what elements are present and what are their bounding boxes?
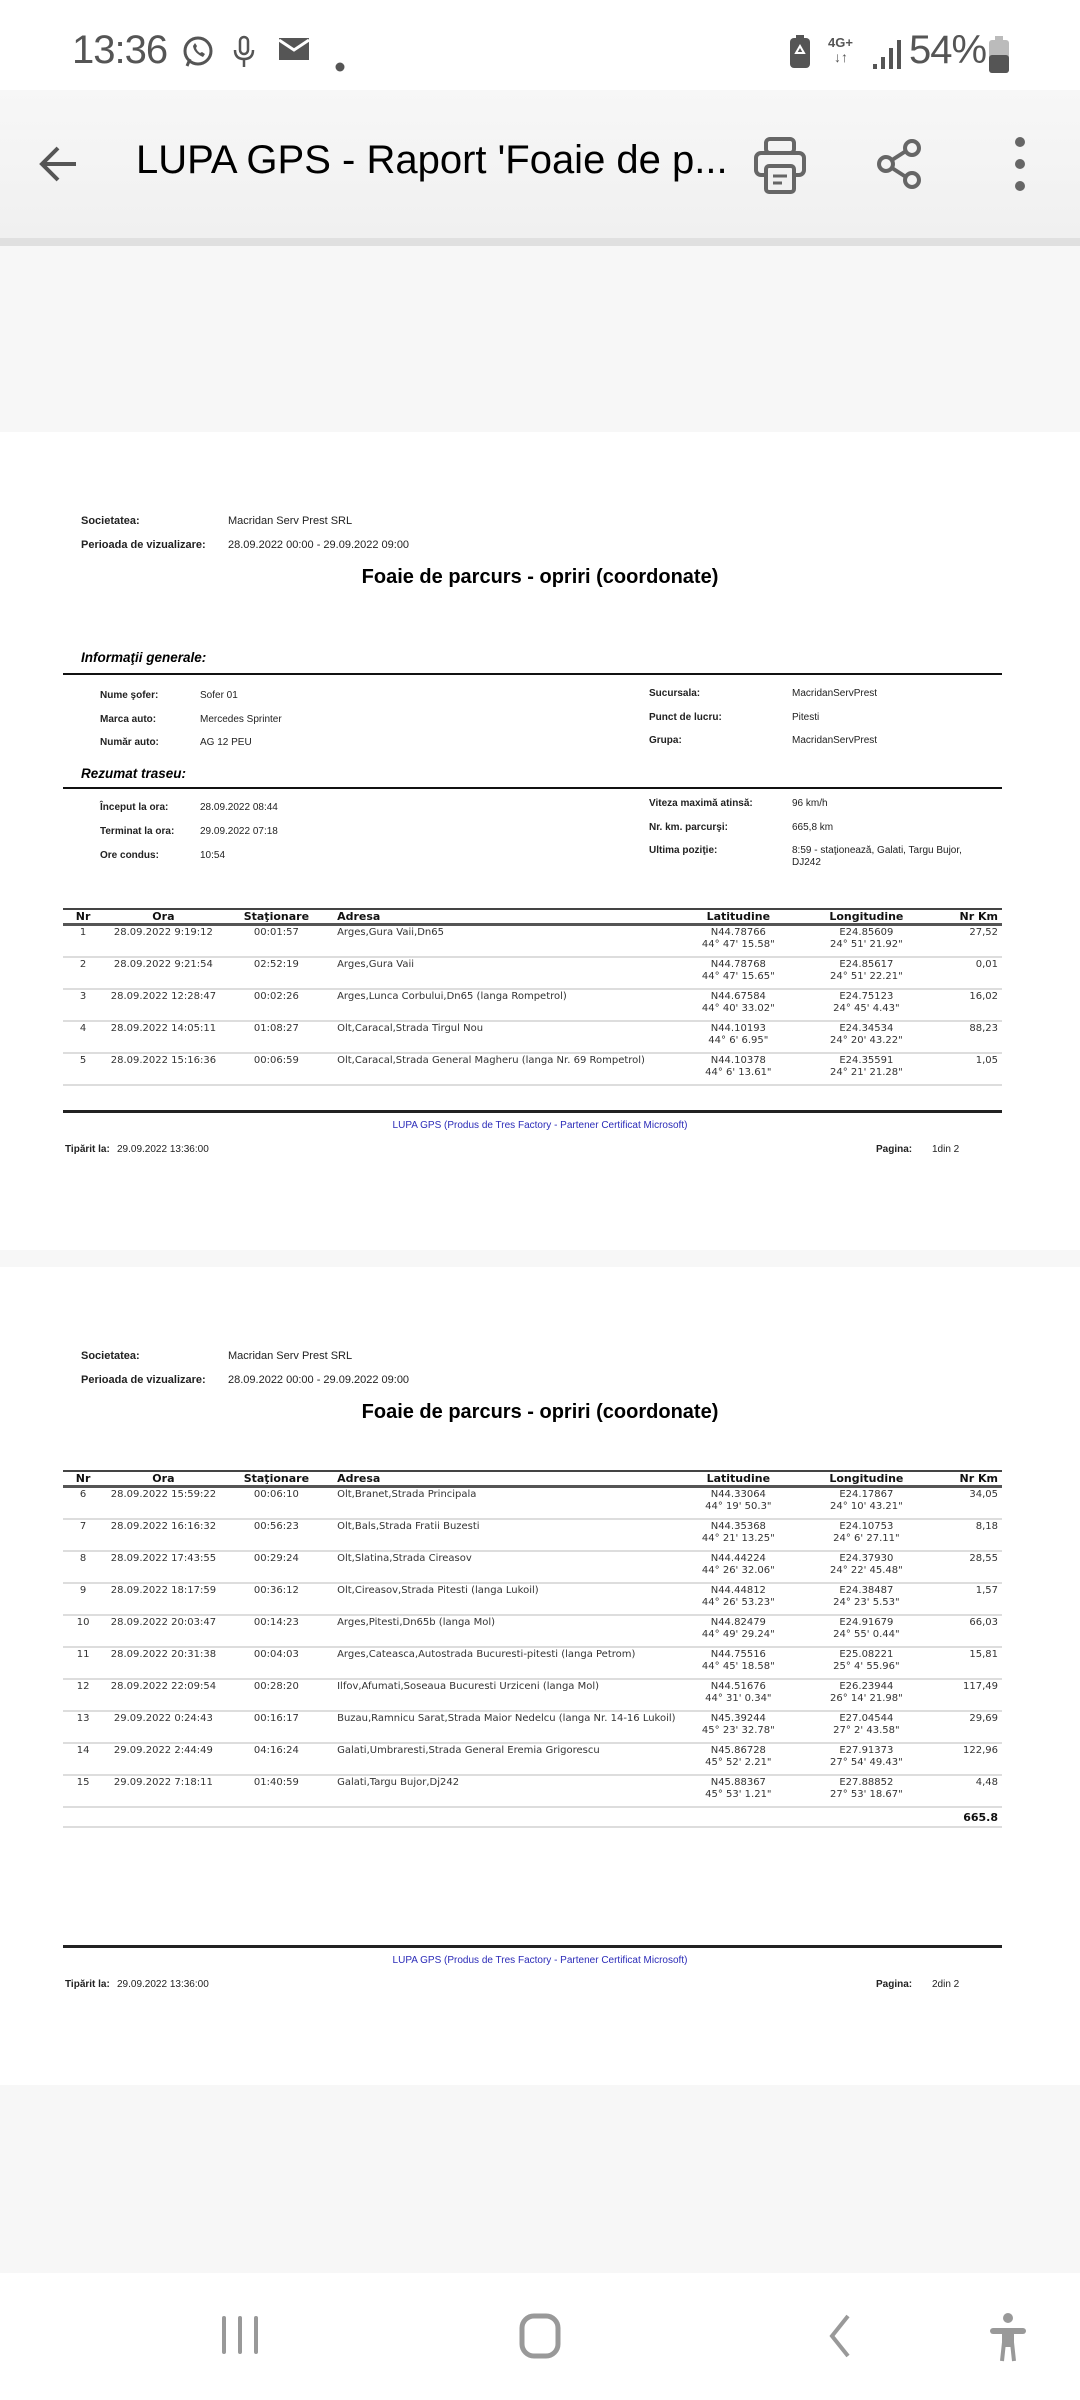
cell-ora: 28.09.2022 20:03:47	[103, 1615, 224, 1647]
cell-adresa: Arges,Lunca Corbului,Dn65 (langa Rompetrol)	[329, 989, 675, 1021]
cell-latitudine-dms: 44° 6' 6.95"	[708, 1034, 769, 1046]
company-value: Macridan Serv Prest SRL	[228, 1350, 353, 1362]
driving-hours-label: Ore condus:	[100, 850, 159, 861]
driving-hours-value: 10:54	[200, 850, 226, 861]
app-bar-title: LUPA GPS - Raport 'Foaie de p...	[136, 138, 728, 182]
cell-nr-km: 122,96	[932, 1743, 1002, 1775]
col-ora: Ora	[103, 1471, 224, 1487]
app-bar	[0, 90, 1080, 238]
cell-latitudine-dms: 44° 31' 0.34"	[705, 1692, 772, 1704]
cell-longitudine-decimal: E27.91373	[839, 1744, 894, 1756]
col-latitudine: Latitudine	[676, 909, 802, 925]
back-arrow-icon[interactable]	[36, 140, 84, 193]
battery-icon	[988, 36, 1010, 80]
cell-nr: 4	[63, 1021, 103, 1053]
cell-nr-km: 34,05	[932, 1487, 1002, 1519]
cell-longitudine	[801, 1519, 932, 1551]
cell-longitudine-dms: 24° 20' 43.22"	[829, 1034, 903, 1046]
cell-nr-km: 1,57	[932, 1583, 1002, 1615]
cell-longitudine-decimal: E27.04544	[839, 1712, 894, 1724]
cell-nr: 9	[63, 1583, 103, 1615]
cell-nr: 5	[63, 1053, 103, 1085]
cell-longitudine	[801, 1053, 932, 1085]
col-stationare: Staţionare	[224, 909, 329, 925]
cell-stationare: 00:06:59	[224, 1053, 329, 1085]
cell-latitudine-dms: 44° 45' 18.58"	[701, 1660, 775, 1672]
cell-longitudine-decimal: E24.85617	[839, 958, 894, 970]
back-icon[interactable]	[824, 2313, 854, 2364]
cell-longitudine-decimal: E27.88852	[839, 1776, 894, 1788]
cell-adresa: Arges,Gura Vaii	[329, 957, 675, 989]
col-nr: Nr	[63, 909, 103, 925]
table-row	[63, 1583, 1002, 1615]
end-label: Terminat la ora:	[100, 826, 175, 837]
table-row	[63, 925, 1002, 957]
cell-longitudine-decimal: E24.91679	[839, 1616, 894, 1628]
max-speed-value: 96 km/h	[792, 798, 828, 809]
col-stationare: Staţionare	[224, 1471, 329, 1487]
workpoint-value: Pitesti	[792, 712, 820, 723]
recent-apps-icon[interactable]	[218, 2313, 262, 2362]
col-adresa: Adresa	[329, 909, 675, 925]
cell-longitudine-decimal: E24.34534	[839, 1022, 894, 1034]
cell-ora: 28.09.2022 16:16:32	[103, 1519, 224, 1551]
company-label: Societatea:	[81, 1350, 140, 1362]
cell-longitudine	[801, 1743, 932, 1775]
cell-stationare: 02:52:19	[224, 957, 329, 989]
status-time: 13:36	[72, 28, 168, 72]
navigation-bar	[0, 2273, 1080, 2400]
accessibility-icon[interactable]	[988, 2313, 1028, 2368]
app-bar-divider	[0, 238, 1080, 246]
cell-adresa: Arges,Gura Vaii,Dn65	[329, 925, 675, 957]
period-label: Perioada de vizualizare:	[81, 539, 206, 551]
cell-longitudine-decimal: E24.17867	[839, 1489, 894, 1500]
battery-percent: 54%	[909, 28, 987, 72]
cell-latitudine	[676, 1021, 802, 1053]
cell-longitudine	[801, 1647, 932, 1679]
printed-label: Tipărit la:	[65, 1144, 110, 1155]
cell-adresa: Olt,Caracal,Strada General Magheru (langa Nr. 69 Rompetrol)	[329, 1053, 675, 1085]
cell-latitudine-decimal: N44.10193	[710, 1022, 766, 1034]
cell-nr: 13	[63, 1711, 103, 1743]
cell-stationare: 00:28:20	[224, 1679, 329, 1711]
cell-nr-km: 0,01	[932, 957, 1002, 989]
total-row	[63, 1807, 1002, 1827]
cell-latitudine-dms: 44° 47' 15.65"	[701, 970, 775, 982]
cell-stationare: 04:16:24	[224, 1743, 329, 1775]
col-nr-km: Nr Km	[932, 1471, 1002, 1487]
cell-longitudine-dms: 26° 14' 21.98"	[829, 1692, 903, 1704]
cell-nr: 10	[63, 1615, 103, 1647]
footer-brand: LUPA GPS (Produs de Tres Factory - Partener Certificat Microsoft)	[392, 1120, 688, 1131]
cell-adresa: Olt,Caracal,Strada Tirgul Nou	[329, 1021, 675, 1053]
cell-nr-km: 28,55	[932, 1551, 1002, 1583]
cell-longitudine-dms: 27° 2' 43.58"	[833, 1724, 900, 1736]
cell-longitudine-decimal: E24.85609	[839, 927, 894, 938]
cell-longitudine-decimal: E26.23944	[839, 1680, 894, 1692]
status-bar	[0, 0, 1080, 90]
cell-longitudine-decimal: E24.37930	[839, 1552, 894, 1564]
cell-nr-km: 66,03	[932, 1615, 1002, 1647]
cell-nr-km: 27,52	[932, 925, 1002, 957]
workpoint-label: Punct de lucru:	[649, 712, 722, 723]
cell-nr: 11	[63, 1647, 103, 1679]
last-position-value: 8:59 - staţionează, Galati, Targu Bujor,	[792, 845, 962, 856]
cell-latitudine-dms: 45° 53' 1.21"	[705, 1788, 772, 1800]
last-position-value-line2: DJ242	[792, 857, 821, 868]
cell-latitudine-decimal: N45.39244	[710, 1712, 766, 1724]
start-label: Început la ora:	[100, 802, 169, 813]
cell-longitudine-decimal: E24.38487	[839, 1584, 894, 1596]
table-body	[63, 1487, 1002, 1807]
plate-value: AG 12 PEU	[200, 737, 252, 748]
cell-adresa: Arges,Pitesti,Dn65b (langa Mol)	[329, 1615, 675, 1647]
car-brand-label: Marca auto:	[100, 714, 157, 725]
table-row	[63, 1519, 1002, 1551]
cell-longitudine-dms: 24° 23' 5.53"	[833, 1596, 900, 1608]
cell-ora: 28.09.2022 18:17:59	[103, 1583, 224, 1615]
data-arrows-icon: ↓↑	[834, 49, 848, 65]
table-header-row	[63, 1471, 1002, 1487]
end-value: 29.09.2022 07:18	[200, 826, 278, 837]
total-km: 665.8	[932, 1807, 1002, 1827]
col-ora: Ora	[103, 909, 224, 925]
cell-adresa: Arges,Cateasca,Autostrada Bucuresti-pitesti (langa Petrom)	[329, 1647, 675, 1679]
cell-longitudine	[801, 1615, 932, 1647]
cell-adresa: Olt,Cireasov,Strada Pitesti (langa Lukoil)	[329, 1583, 675, 1615]
cell-nr-km: 4,48	[932, 1775, 1002, 1807]
table-row	[63, 1743, 1002, 1775]
cell-ora: 29.09.2022 0:24:43	[103, 1711, 224, 1743]
cell-longitudine-dms: 24° 22' 45.48"	[829, 1564, 903, 1576]
table-row	[63, 989, 1002, 1021]
km-traveled-value: 665,8 km	[792, 822, 834, 833]
period-value: 28.09.2022 00:00 - 29.09.2022 09:00	[228, 539, 410, 551]
cell-nr-km: 88,23	[932, 1021, 1002, 1053]
cell-nr-km: 29,69	[932, 1711, 1002, 1743]
page-label: Pagina:	[876, 1979, 913, 1990]
cell-nr-km: 8,18	[932, 1519, 1002, 1551]
cell-nr: 6	[63, 1487, 103, 1519]
cell-adresa: Galati,Targu Bujor,Dj242	[329, 1775, 675, 1807]
cell-ora: 28.09.2022 15:59:22	[103, 1487, 224, 1519]
cell-longitudine-dms: 27° 54' 49.43"	[829, 1756, 903, 1768]
report-page-1	[0, 432, 1080, 1250]
cell-stationare: 00:02:26	[224, 989, 329, 1021]
cell-latitudine-decimal: N45.86728	[710, 1744, 766, 1756]
cell-longitudine	[801, 1679, 932, 1711]
cell-stationare: 00:56:23	[224, 1519, 329, 1551]
printed-value: 29.09.2022 13:36:00	[117, 1144, 209, 1155]
printed-label: Tipărit la:	[65, 1979, 110, 1990]
cell-ora: 29.09.2022 2:44:49	[103, 1743, 224, 1775]
footer-divider	[63, 1945, 1002, 1948]
table-body	[63, 925, 1002, 1085]
table-row	[63, 1775, 1002, 1807]
cell-latitudine	[676, 957, 802, 989]
divider	[63, 787, 1002, 789]
table-row	[63, 1551, 1002, 1583]
col-nr: Nr	[63, 1471, 103, 1487]
page-label: Pagina:	[876, 1144, 913, 1155]
cell-stationare: 00:14:23	[224, 1615, 329, 1647]
cell-latitudine	[676, 989, 802, 1021]
cell-latitudine-decimal: N44.44224	[710, 1552, 766, 1564]
cell-ora: 28.09.2022 9:21:54	[103, 957, 224, 989]
cell-adresa: Ilfov,Afumati,Soseaua Bucuresti Urziceni (langa Mol)	[329, 1679, 675, 1711]
cell-longitudine	[801, 1711, 932, 1743]
cell-nr: 14	[63, 1743, 103, 1775]
cell-latitudine-dms: 44° 21' 13.25"	[701, 1532, 775, 1544]
cell-latitudine	[676, 1583, 802, 1615]
cell-latitudine-dms: 45° 52' 2.21"	[705, 1756, 772, 1768]
group-label: Grupa:	[649, 735, 682, 746]
cell-nr: 8	[63, 1551, 103, 1583]
cell-latitudine-decimal: N45.88367	[710, 1776, 766, 1788]
cell-adresa: Buzau,Ramnicu Sarat,Strada Maior Nedelcu (langa Nr. 14-16 Lukoil)	[329, 1711, 675, 1743]
cell-ora: 28.09.2022 15:16:36	[103, 1053, 224, 1085]
cell-longitudine-dms: 24° 55' 0.44"	[833, 1628, 900, 1640]
table-row	[63, 1679, 1002, 1711]
cell-stationare: 00:29:24	[224, 1551, 329, 1583]
cell-nr: 3	[63, 989, 103, 1021]
company-label: Societatea:	[81, 515, 140, 527]
col-longitudine: Longitudine	[801, 1471, 932, 1487]
cell-longitudine-decimal: E24.10753	[839, 1520, 894, 1532]
table-row	[63, 1021, 1002, 1053]
cell-longitudine-dms: 24° 51' 21.92"	[829, 939, 903, 950]
cell-latitudine-decimal: N44.82479	[710, 1616, 766, 1628]
driver-label: Nume şofer:	[100, 690, 159, 701]
page-number: 1din 2	[932, 1144, 960, 1155]
cell-latitudine	[676, 1775, 802, 1807]
route-summary-title: Rezumat traseu:	[81, 766, 187, 781]
cell-latitudine-dms: 44° 26' 32.06"	[701, 1564, 775, 1576]
cell-latitudine	[676, 1647, 802, 1679]
print-icon[interactable]	[752, 136, 808, 199]
cell-adresa: Galati,Umbraresti,Strada General Eremia Grigorescu	[329, 1743, 675, 1775]
report-title: Foaie de parcurs - opriri (coordonate)	[361, 566, 719, 588]
mail-icon	[278, 34, 310, 70]
cell-latitudine	[676, 1053, 802, 1085]
home-icon[interactable]	[518, 2313, 562, 2364]
microphone-icon	[232, 34, 256, 76]
cell-latitudine	[676, 1519, 802, 1551]
last-position-label: Ultima poziţie:	[649, 845, 718, 856]
cell-longitudine-dms: 24° 6' 27.11"	[833, 1532, 900, 1544]
divider	[63, 673, 1002, 675]
cell-longitudine-decimal: E24.35591	[839, 1054, 894, 1066]
total-spacer	[63, 1807, 932, 1827]
cell-latitudine	[676, 925, 802, 957]
cell-longitudine-dms: 25° 4' 55.96"	[833, 1660, 900, 1672]
printed-value: 29.09.2022 13:36:00	[117, 1979, 209, 1990]
cell-ora: 28.09.2022 9:19:12	[103, 925, 224, 957]
cell-latitudine-decimal: N44.51676	[710, 1680, 766, 1692]
report-page-2	[0, 1267, 1080, 2085]
cell-latitudine	[676, 1551, 802, 1583]
km-traveled-label: Nr. km. parcurşi:	[649, 822, 728, 833]
cell-nr: 12	[63, 1679, 103, 1711]
cell-adresa: Olt,Bals,Strada Fratii Buzesti	[329, 1519, 675, 1551]
cell-nr: 1	[63, 925, 103, 957]
cell-longitudine-dms: 24° 51' 22.21"	[829, 970, 903, 982]
cell-latitudine-dms: 44° 49' 29.24"	[701, 1628, 775, 1640]
cell-nr-km: 1,05	[932, 1053, 1002, 1085]
cell-latitudine-dms: 44° 47' 15.58"	[701, 939, 775, 950]
company-value: Macridan Serv Prest SRL	[228, 515, 353, 527]
col-longitudine: Longitudine	[801, 909, 932, 925]
cell-latitudine-dms: 44° 26' 53.23"	[701, 1596, 775, 1608]
cell-latitudine	[676, 1487, 802, 1519]
car-brand-value: Mercedes Sprinter	[200, 714, 282, 725]
cell-adresa: Olt,Branet,Strada Principala	[329, 1487, 675, 1519]
branch-label: Sucursala:	[649, 688, 701, 699]
col-nr-km: Nr Km	[932, 909, 1002, 925]
cell-longitudine-dms: 24° 10' 43.21"	[829, 1501, 903, 1512]
period-label: Perioada de vizualizare:	[81, 1374, 206, 1386]
cell-latitudine-decimal: N44.44812	[710, 1584, 766, 1596]
cell-ora: 29.09.2022 7:18:11	[103, 1775, 224, 1807]
cell-longitudine	[801, 957, 932, 989]
more-options-icon[interactable]	[1010, 136, 1030, 197]
max-speed-label: Viteza maximă atinsă:	[649, 798, 753, 809]
period-value: 28.09.2022 00:00 - 29.09.2022 09:00	[228, 1374, 410, 1386]
stops-table-page-1	[63, 908, 1002, 1086]
cell-stationare: 00:06:10	[224, 1487, 329, 1519]
whatsapp-icon	[180, 34, 216, 76]
cell-nr-km: 16,02	[932, 989, 1002, 1021]
network-type: 4G+	[828, 35, 853, 50]
plate-label: Număr auto:	[100, 737, 159, 748]
table-row	[63, 1615, 1002, 1647]
battery-saver-icon	[788, 34, 812, 76]
cell-latitudine-dms: 44° 40' 33.02"	[701, 1002, 775, 1014]
cell-longitudine	[801, 1021, 932, 1053]
cell-nr: 15	[63, 1775, 103, 1807]
driver-value: Sofer 01	[200, 690, 238, 701]
branch-value: MacridanServPrest	[792, 688, 878, 699]
cell-stationare: 01:08:27	[224, 1021, 329, 1053]
cell-latitudine-decimal: N44.78766	[710, 927, 766, 938]
notification-dot-icon	[335, 48, 345, 78]
cell-latitudine	[676, 1743, 802, 1775]
cell-ora: 28.09.2022 20:31:38	[103, 1647, 224, 1679]
cell-latitudine-decimal: N44.10378	[710, 1054, 766, 1066]
cell-longitudine-decimal: E24.75123	[839, 990, 894, 1002]
cell-longitudine	[801, 1551, 932, 1583]
start-value: 28.09.2022 08:44	[200, 802, 278, 813]
share-icon[interactable]	[874, 138, 926, 195]
cell-nr-km: 15,81	[932, 1647, 1002, 1679]
cell-nr-km: 117,49	[932, 1679, 1002, 1711]
cell-stationare: 00:16:17	[224, 1711, 329, 1743]
general-info-title: Informaţii generale:	[81, 650, 207, 665]
cell-nr: 7	[63, 1519, 103, 1551]
cell-latitudine-decimal: N44.33064	[710, 1489, 766, 1500]
cell-longitudine	[801, 1583, 932, 1615]
cell-ora: 28.09.2022 12:28:47	[103, 989, 224, 1021]
table-row	[63, 1711, 1002, 1743]
signal-icon	[872, 38, 904, 76]
cell-latitudine	[676, 1615, 802, 1647]
cell-ora: 28.09.2022 17:43:55	[103, 1551, 224, 1583]
cell-latitudine	[676, 1711, 802, 1743]
cell-stationare: 01:40:59	[224, 1775, 329, 1807]
cell-latitudine-dms: 45° 23' 32.78"	[701, 1724, 775, 1736]
table-row	[63, 957, 1002, 989]
cell-nr: 2	[63, 957, 103, 989]
stops-table-page-2	[63, 1470, 1002, 1828]
cell-latitudine-decimal: N44.35368	[710, 1520, 766, 1532]
cell-ora: 28.09.2022 22:09:54	[103, 1679, 224, 1711]
cell-latitudine-decimal: N44.67584	[710, 990, 766, 1002]
report-title: Foaie de parcurs - opriri (coordonate)	[361, 1401, 719, 1423]
cell-stationare: 00:01:57	[224, 925, 329, 957]
col-adresa: Adresa	[329, 1471, 675, 1487]
cell-longitudine-dms: 27° 53' 18.67"	[829, 1788, 903, 1800]
cell-longitudine-dms: 24° 45' 4.43"	[833, 1002, 900, 1014]
cell-latitudine	[676, 1679, 802, 1711]
page-number: 2din 2	[932, 1979, 960, 1990]
cell-latitudine-dms: 44° 6' 13.61"	[705, 1066, 772, 1078]
cell-longitudine-decimal: E25.08221	[839, 1648, 894, 1660]
table-row	[63, 1647, 1002, 1679]
cell-longitudine-dms: 24° 21' 21.28"	[829, 1066, 903, 1078]
table-header-row	[63, 909, 1002, 925]
cell-longitudine	[801, 989, 932, 1021]
table-row	[63, 1053, 1002, 1085]
cell-stationare: 00:36:12	[224, 1583, 329, 1615]
footer-brand: LUPA GPS (Produs de Tres Factory - Partener Certificat Microsoft)	[392, 1955, 688, 1966]
cell-latitudine-dms: 44° 19' 50.3"	[705, 1501, 772, 1512]
col-latitudine: Latitudine	[676, 1471, 802, 1487]
cell-latitudine-decimal: N44.78768	[710, 958, 766, 970]
cell-ora: 28.09.2022 14:05:11	[103, 1021, 224, 1053]
cell-longitudine	[801, 1775, 932, 1807]
footer-divider	[63, 1110, 1002, 1113]
group-value: MacridanServPrest	[792, 735, 878, 746]
cell-longitudine	[801, 1487, 932, 1519]
table-row	[63, 1487, 1002, 1519]
cell-stationare: 00:04:03	[224, 1647, 329, 1679]
cell-adresa: Olt,Slatina,Strada Cireasov	[329, 1551, 675, 1583]
cell-longitudine	[801, 925, 932, 957]
cell-latitudine-decimal: N44.75516	[710, 1648, 766, 1660]
